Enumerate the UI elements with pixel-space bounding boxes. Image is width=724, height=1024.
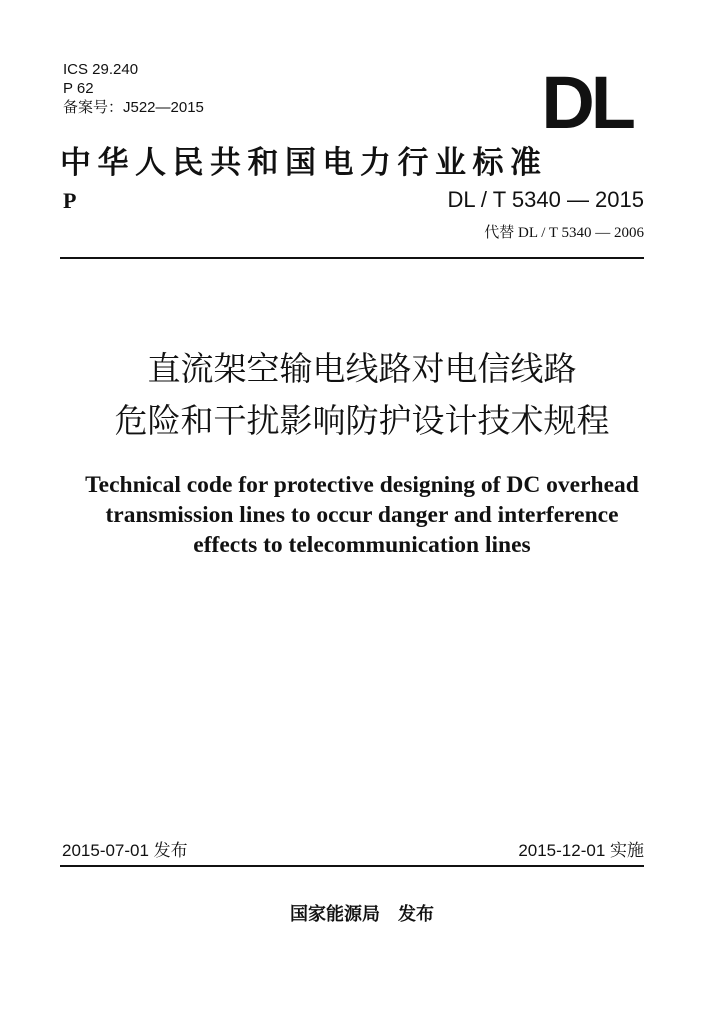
ics-code: ICS 29.240 <box>63 61 139 78</box>
standard-number: DL / T 5340 — 2015 <box>447 187 644 212</box>
dl-logo: DL <box>541 61 632 144</box>
publisher-action: 发布 <box>398 904 434 925</box>
bottom-divider <box>60 865 644 867</box>
classification-code: P 62 <box>63 80 94 97</box>
issue-date: 2015-07-01 发布 <box>62 841 188 860</box>
english-title-line-2: transmission lines to occur danger and interference <box>105 502 619 528</box>
chinese-title-line-1: 直流架空输电线路对电信线路 <box>147 349 577 388</box>
document-metadata <box>63 60 204 117</box>
publisher-name: 国家能源局 <box>290 904 380 925</box>
chinese-title-line-2: 危险和干扰影响防护设计技术规程 <box>114 401 610 440</box>
replaces-standard: 代替 DL / T 5340 — 2006 <box>484 225 644 241</box>
issuing-standard-series: 中华人民共和国电力行业标准 <box>60 145 548 181</box>
english-title-line-3: effects to telecommunication lines <box>193 532 531 558</box>
category-letter: P <box>63 188 77 213</box>
top-divider <box>60 257 644 259</box>
chinese-title <box>0 343 724 447</box>
effective-date: 2015-12-01 实施 <box>518 841 644 860</box>
english-title-line-1: Technical code for protective designing of DC overhead <box>85 472 639 498</box>
filing-number: 备案号：J522—2015 <box>63 99 204 116</box>
publisher-line <box>0 900 724 926</box>
english-title <box>40 470 684 560</box>
